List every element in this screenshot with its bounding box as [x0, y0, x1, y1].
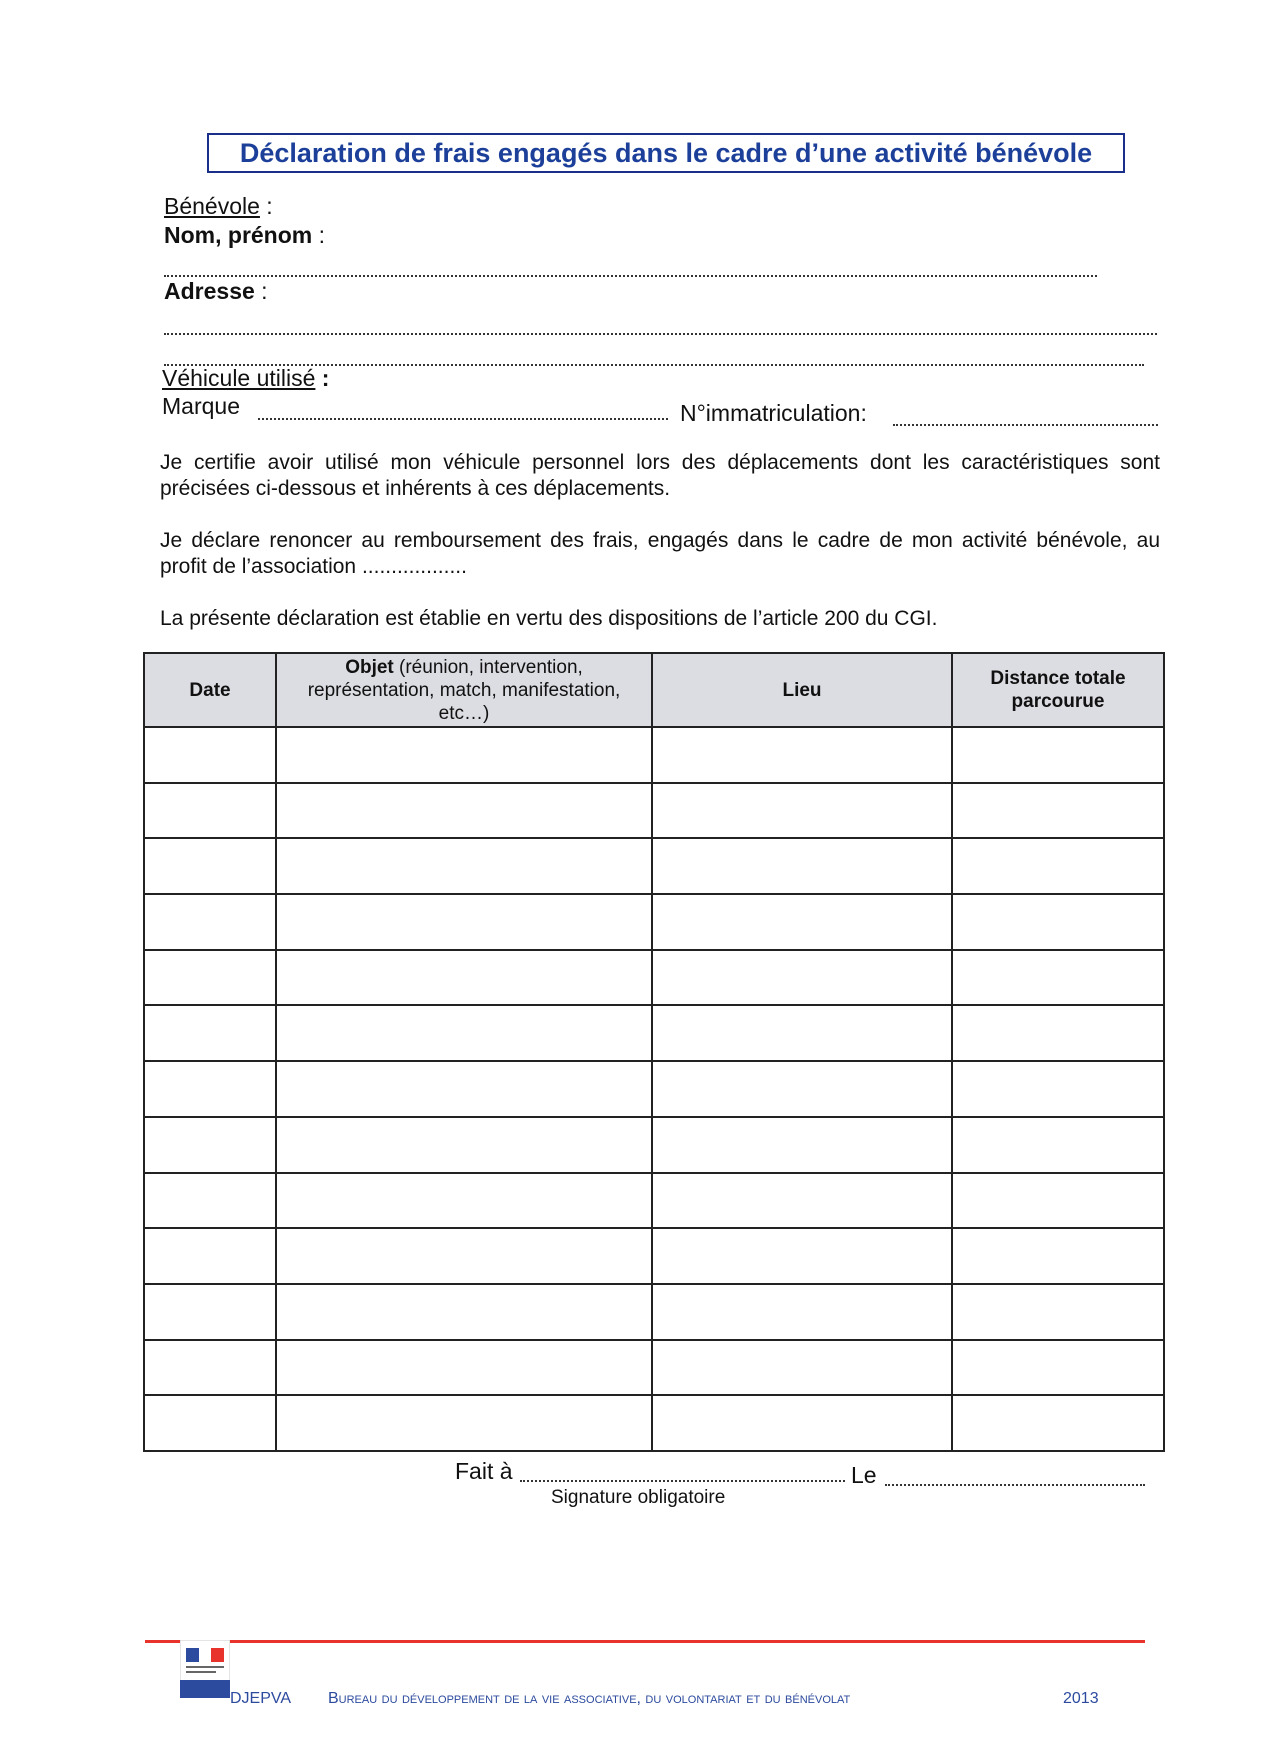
- table-body: [144, 727, 1164, 1451]
- table-row: [144, 1061, 1164, 1117]
- cell-objet[interactable]: [276, 1228, 652, 1284]
- adresse-label: Adresse: [164, 278, 255, 304]
- vehicule-label: Véhicule utilisé: [162, 365, 316, 391]
- cell-objet[interactable]: [276, 950, 652, 1006]
- cell-distance[interactable]: [952, 1173, 1164, 1229]
- header-lieu: Lieu: [652, 653, 952, 727]
- cell-distance[interactable]: [952, 1284, 1164, 1340]
- cell-objet[interactable]: [276, 1340, 652, 1396]
- footer-org: DJEPVA: [230, 1690, 292, 1707]
- benevole-heading: Bénévole :: [164, 193, 273, 219]
- nom-prenom-label: Nom, prénom: [164, 222, 313, 248]
- cell-lieu[interactable]: [652, 1340, 952, 1396]
- table-row: [144, 894, 1164, 950]
- fait-a-label: Fait à: [455, 1458, 513, 1484]
- table-row: [144, 1228, 1164, 1284]
- cell-distance[interactable]: [952, 1340, 1164, 1396]
- cell-objet[interactable]: [276, 783, 652, 839]
- cell-date[interactable]: [144, 1061, 276, 1117]
- table-row: [144, 1005, 1164, 1061]
- table-row: [144, 950, 1164, 1006]
- table-row: [144, 1117, 1164, 1173]
- cell-distance[interactable]: [952, 950, 1164, 1006]
- vehicule-heading: Véhicule utilisé :: [162, 365, 330, 391]
- le-label: Le: [851, 1462, 877, 1488]
- cell-objet[interactable]: [276, 1117, 652, 1173]
- document-title: Déclaration de frais engagés dans le cadre d’une activité bénévole: [239, 137, 1093, 168]
- cell-date[interactable]: [144, 894, 276, 950]
- cell-distance[interactable]: [952, 1228, 1164, 1284]
- immatriculation-field[interactable]: [893, 424, 1158, 426]
- footer-divider: [145, 1640, 1145, 1643]
- header-distance: Distance totale parcourue: [952, 653, 1164, 727]
- cell-lieu[interactable]: [652, 1284, 952, 1340]
- table-row: [144, 838, 1164, 894]
- cell-objet[interactable]: [276, 1173, 652, 1229]
- cell-objet[interactable]: [276, 1061, 652, 1117]
- adresse-field-line-1[interactable]: [164, 333, 1157, 335]
- footer-year: 2013: [1063, 1690, 1099, 1707]
- benevole-label: Bénévole: [164, 193, 260, 219]
- cell-date[interactable]: [144, 783, 276, 839]
- cell-date[interactable]: [144, 727, 276, 783]
- cell-date[interactable]: [144, 1340, 276, 1396]
- cell-distance[interactable]: [952, 894, 1164, 950]
- cell-objet[interactable]: [276, 1284, 652, 1340]
- cell-lieu[interactable]: [652, 1061, 952, 1117]
- header-date: Date: [144, 653, 276, 727]
- cell-distance[interactable]: [952, 838, 1164, 894]
- footer-bureau: Bureau du développement de la vie associative, du volontariat et du bénévolat: [328, 1690, 851, 1707]
- cell-lieu[interactable]: [652, 950, 952, 1006]
- adresse-row: Adresse :: [164, 278, 268, 304]
- header-objet: Objet (réunion, intervention, représentation, match, manifestation, etc…): [276, 653, 652, 727]
- table-row: [144, 1284, 1164, 1340]
- cell-date[interactable]: [144, 1228, 276, 1284]
- cell-objet[interactable]: [276, 727, 652, 783]
- marque-field[interactable]: [258, 418, 668, 420]
- cell-date[interactable]: [144, 950, 276, 1006]
- signature-label: Signature obligatoire: [551, 1487, 726, 1508]
- cell-lieu[interactable]: [652, 894, 952, 950]
- cell-distance[interactable]: [952, 727, 1164, 783]
- marque-label: Marque: [162, 393, 240, 419]
- cell-lieu[interactable]: [652, 1395, 952, 1451]
- cell-date[interactable]: [144, 1005, 276, 1061]
- table-header-row: [144, 653, 1164, 727]
- deplacements-table: [143, 652, 1165, 1452]
- cell-distance[interactable]: [952, 783, 1164, 839]
- marianne-logo-icon: [180, 1640, 230, 1698]
- cell-lieu[interactable]: [652, 1173, 952, 1229]
- certification-paragraph: Je certifie avoir utilisé mon véhicule personnel lors des déplacements dont les caractéristiques sont précisées ci-dessous et inhérents à ces déplacements.: [160, 451, 1160, 500]
- cell-lieu[interactable]: [652, 838, 952, 894]
- le-date-field[interactable]: [885, 1484, 1145, 1486]
- cgi-paragraph: La présente déclaration est établie en vertu des dispositions de l’article 200 du CGI.: [160, 607, 938, 630]
- nom-prenom-field[interactable]: [164, 275, 1097, 277]
- cell-distance[interactable]: [952, 1117, 1164, 1173]
- cell-lieu[interactable]: [652, 1228, 952, 1284]
- cell-lieu[interactable]: [652, 1005, 952, 1061]
- cell-lieu[interactable]: [652, 783, 952, 839]
- cell-lieu[interactable]: [652, 1117, 952, 1173]
- cell-objet[interactable]: [276, 894, 652, 950]
- cell-objet[interactable]: [276, 838, 652, 894]
- cell-date[interactable]: [144, 1395, 276, 1451]
- cell-distance[interactable]: [952, 1061, 1164, 1117]
- table-row: [144, 783, 1164, 839]
- cell-distance[interactable]: [952, 1395, 1164, 1451]
- cell-objet[interactable]: [276, 1395, 652, 1451]
- table-row: [144, 727, 1164, 783]
- document-title-box: [207, 133, 1125, 173]
- renonciation-paragraph: Je déclare renoncer au remboursement des frais, engagés dans le cadre de mon activité bénévole, au profit de l’association ..................: [160, 529, 1160, 578]
- immatriculation-label: N°immatriculation:: [680, 400, 867, 426]
- table-row: [144, 1173, 1164, 1229]
- cell-distance[interactable]: [952, 1005, 1164, 1061]
- cell-date[interactable]: [144, 1284, 276, 1340]
- table-row: [144, 1395, 1164, 1451]
- table-row: [144, 1340, 1164, 1396]
- nom-prenom-row: Nom, prénom :: [164, 222, 326, 248]
- cell-objet[interactable]: [276, 1005, 652, 1061]
- cell-date[interactable]: [144, 838, 276, 894]
- fait-a-field[interactable]: [520, 1480, 845, 1482]
- cell-date[interactable]: [144, 1173, 276, 1229]
- cell-lieu[interactable]: [652, 727, 952, 783]
- cell-date[interactable]: [144, 1117, 276, 1173]
